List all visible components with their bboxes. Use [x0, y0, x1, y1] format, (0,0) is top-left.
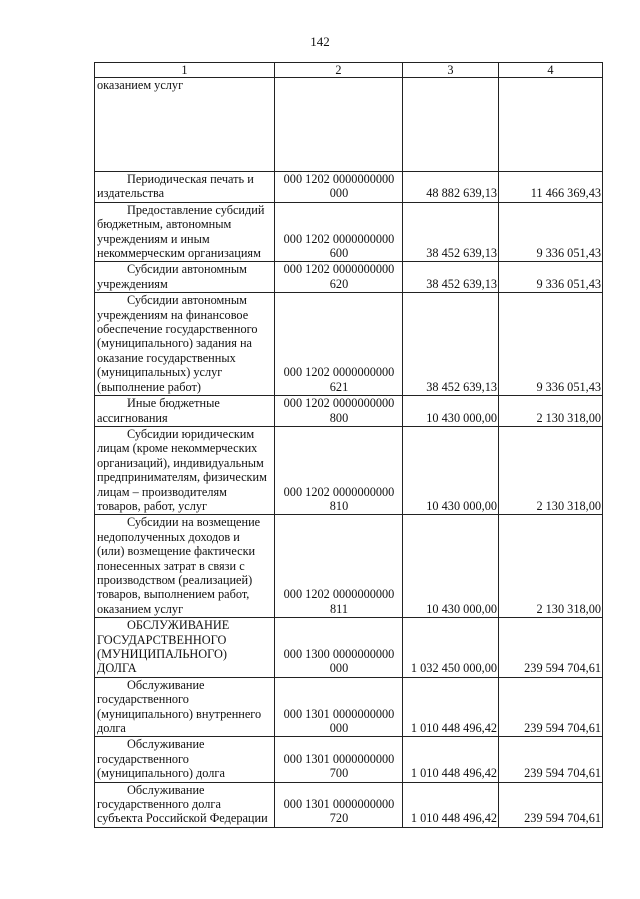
table-row — [95, 618, 603, 678]
table-header-row — [95, 63, 603, 78]
row-amount-col4: 9 336 051,43 — [499, 293, 603, 396]
row-code-line: 000 1301 0000000000 — [283, 797, 395, 812]
row-name-line: государственного — [97, 751, 189, 766]
row-name-cell — [95, 782, 275, 827]
row-name-cell — [95, 172, 275, 203]
row-name-cell — [95, 202, 275, 262]
row-amount-col3: 10 430 000,00 — [403, 515, 499, 618]
row-name-line: понесенных затрат в связи с — [97, 558, 245, 573]
row-name-line: ОБСЛУЖИВАНИЕ — [127, 618, 230, 633]
row-name-line: (муниципального) внутреннего — [97, 706, 262, 721]
row-name-line: Периодическая печать и — [127, 172, 254, 186]
row-code-cell — [275, 202, 403, 262]
row-name-line: ГОСУДАРСТВЕННОГО — [97, 632, 227, 647]
row-name-cell — [95, 262, 275, 293]
table-row — [95, 515, 603, 618]
row-code-line: 000 — [329, 186, 349, 201]
row-amount-col3: 38 452 639,13 — [403, 202, 499, 262]
header-col-4: 4 — [499, 63, 603, 78]
table-row — [95, 293, 603, 396]
row-code-line: 000 1202 0000000000 — [283, 262, 395, 277]
row-code-line: 621 — [329, 379, 349, 394]
row-name-line: учреждениям — [97, 276, 168, 291]
row-amount-col3: 48 882 639,13 — [403, 172, 499, 203]
row-code-line: 620 — [329, 276, 349, 291]
budget-table — [94, 62, 603, 828]
row-name-line: оказанием услуг — [97, 601, 184, 616]
row-amount-col3: 38 452 639,13 — [403, 293, 499, 396]
row-code-cell — [275, 618, 403, 678]
row-amount-col3: 10 430 000,00 — [403, 426, 499, 514]
row-code-line: 000 1202 0000000000 — [283, 172, 395, 186]
row-amount-col3: 1 010 448 496,42 — [403, 737, 499, 782]
page-number: 142 — [310, 34, 330, 49]
row-code-line: 811 — [330, 601, 348, 616]
row-name-line: предпринимателям, физическим — [97, 470, 267, 485]
row-code-cell — [275, 293, 403, 396]
row-name-cell — [95, 396, 275, 427]
row-code-cell — [275, 515, 403, 618]
row-code-line: 720 — [329, 811, 349, 826]
row-name-line: оказание государственных — [97, 350, 236, 365]
row-code-line: 000 1202 0000000000 — [283, 484, 395, 499]
row-code-line: 000 — [329, 721, 349, 736]
row-name-cell — [95, 677, 275, 737]
row-code-line: 700 — [329, 766, 349, 781]
row-code-line: 000 1301 0000000000 — [283, 706, 395, 721]
table-row — [95, 737, 603, 782]
row-code-line: 000 1202 0000000000 — [283, 365, 395, 380]
row-amount-col4: 9 336 051,43 — [499, 202, 603, 262]
table-row — [95, 262, 603, 293]
row-code-line: 000 1202 0000000000 — [283, 587, 395, 602]
header-col-3: 3 — [403, 63, 499, 78]
row-code-cell — [275, 677, 403, 737]
row-code-cell — [275, 396, 403, 427]
row-name-line: Иные бюджетные — [127, 396, 220, 411]
row-name-cell — [95, 737, 275, 782]
table-row — [95, 677, 603, 737]
row-code-line: 000 1300 0000000000 — [283, 647, 395, 661]
row-name-line: Обслуживание — [127, 782, 205, 797]
row-amount-col3: 1 032 450 000,00 — [403, 618, 499, 678]
row-name-line: недополученных доходов и — [97, 529, 240, 544]
row-name-line: субъекта Российской Федерации — [97, 811, 268, 826]
row-code-line: 800 — [329, 410, 349, 425]
row-amount-col4: 2 130 318,00 — [499, 396, 603, 427]
row-name-line: товаров, работ, услуг — [97, 498, 208, 513]
row-name-line: Субсидии автономным — [127, 262, 247, 277]
row-name-line: (выполнение работ) — [97, 379, 201, 394]
row-amount-col4: 11 466 369,43 — [499, 172, 603, 203]
table-row — [95, 172, 603, 203]
row-name-line: Обслуживание — [127, 737, 205, 752]
row-amount-col4: 2 130 318,00 — [499, 515, 603, 618]
row-amount-col3 — [403, 78, 499, 172]
row-code-cell — [275, 426, 403, 514]
row-name-line: некоммерческим организациям — [97, 246, 261, 261]
header-col-2: 2 — [275, 63, 403, 78]
row-name-cell — [95, 426, 275, 514]
header-col-1: 1 — [95, 63, 275, 78]
row-name-line: учреждениям на финансовое — [97, 307, 249, 322]
row-code-cell — [275, 172, 403, 203]
row-name-line: (муниципального) долга — [97, 766, 225, 781]
row-name-line: организаций), индивидуальным — [97, 455, 264, 470]
row-name-line: оказанием услуг — [97, 78, 184, 92]
row-name-line: (или) возмещение фактически — [97, 544, 256, 559]
row-name-line: ассигнования — [97, 410, 168, 425]
row-name-line: государственного — [97, 692, 189, 707]
row-amount-col4: 2 130 318,00 — [499, 426, 603, 514]
row-amount-col3: 10 430 000,00 — [403, 396, 499, 427]
row-name-line: лицам – производителям — [97, 484, 227, 499]
row-amount-col3: 1 010 448 496,42 — [403, 677, 499, 737]
table-row — [95, 202, 603, 262]
row-name-line: обеспечение государственного — [97, 322, 258, 337]
row-code-line: 810 — [329, 498, 349, 513]
row-code-cell — [275, 737, 403, 782]
row-name-line: ДОЛГА — [97, 661, 137, 676]
row-name-cell — [95, 78, 275, 172]
row-name-line: Субсидии юридическим — [127, 426, 255, 441]
row-name-cell — [95, 618, 275, 678]
row-name-line: производством (реализацией) — [97, 572, 253, 587]
row-code-line: 000 1301 0000000000 — [283, 751, 395, 766]
row-name-line: Субсидии на возмещение — [127, 515, 261, 530]
row-name-line: Субсидии автономным — [127, 293, 247, 308]
row-amount-col4 — [499, 78, 603, 172]
row-code-line: 000 1202 0000000000 — [283, 231, 395, 246]
row-code-line: 000 1202 0000000000 — [283, 396, 395, 411]
row-name-line: (муниципального) задания на — [97, 336, 252, 351]
row-name-line: учреждениям и иным — [97, 231, 210, 246]
budget-table-body — [95, 63, 603, 828]
row-name-line: издательства — [97, 186, 165, 201]
table-row — [95, 396, 603, 427]
row-name-line: (МУНИЦИПАЛЬНОГО) — [97, 647, 227, 661]
row-amount-col4: 239 594 704,61 — [499, 677, 603, 737]
row-code-cell — [275, 262, 403, 293]
row-name-cell — [95, 293, 275, 396]
row-name-line: Предоставление субсидий — [127, 202, 265, 217]
row-amount-col3: 1 010 448 496,42 — [403, 782, 499, 827]
table-row — [95, 78, 603, 172]
row-code-cell — [275, 78, 403, 172]
row-code-cell — [275, 782, 403, 827]
row-code-line: 000 — [329, 661, 349, 676]
table-row — [95, 426, 603, 514]
row-code-line: 600 — [329, 246, 349, 261]
row-name-line: лицам (кроме некоммерческих — [97, 441, 258, 456]
row-amount-col4: 239 594 704,61 — [499, 618, 603, 678]
row-name-line: (муниципальных) услуг — [97, 365, 223, 380]
row-name-line: бюджетным, автономным — [97, 217, 232, 232]
row-name-cell — [95, 515, 275, 618]
row-name-line: товаров, выполнением работ, — [97, 587, 250, 602]
row-name-line: государственного долга — [97, 797, 221, 812]
row-amount-col4: 239 594 704,61 — [499, 782, 603, 827]
row-amount-col3: 38 452 639,13 — [403, 262, 499, 293]
table-row — [95, 782, 603, 827]
row-name-line: долга — [97, 721, 126, 736]
row-amount-col4: 239 594 704,61 — [499, 737, 603, 782]
row-name-line: Обслуживание — [127, 677, 205, 692]
row-amount-col4: 9 336 051,43 — [499, 262, 603, 293]
